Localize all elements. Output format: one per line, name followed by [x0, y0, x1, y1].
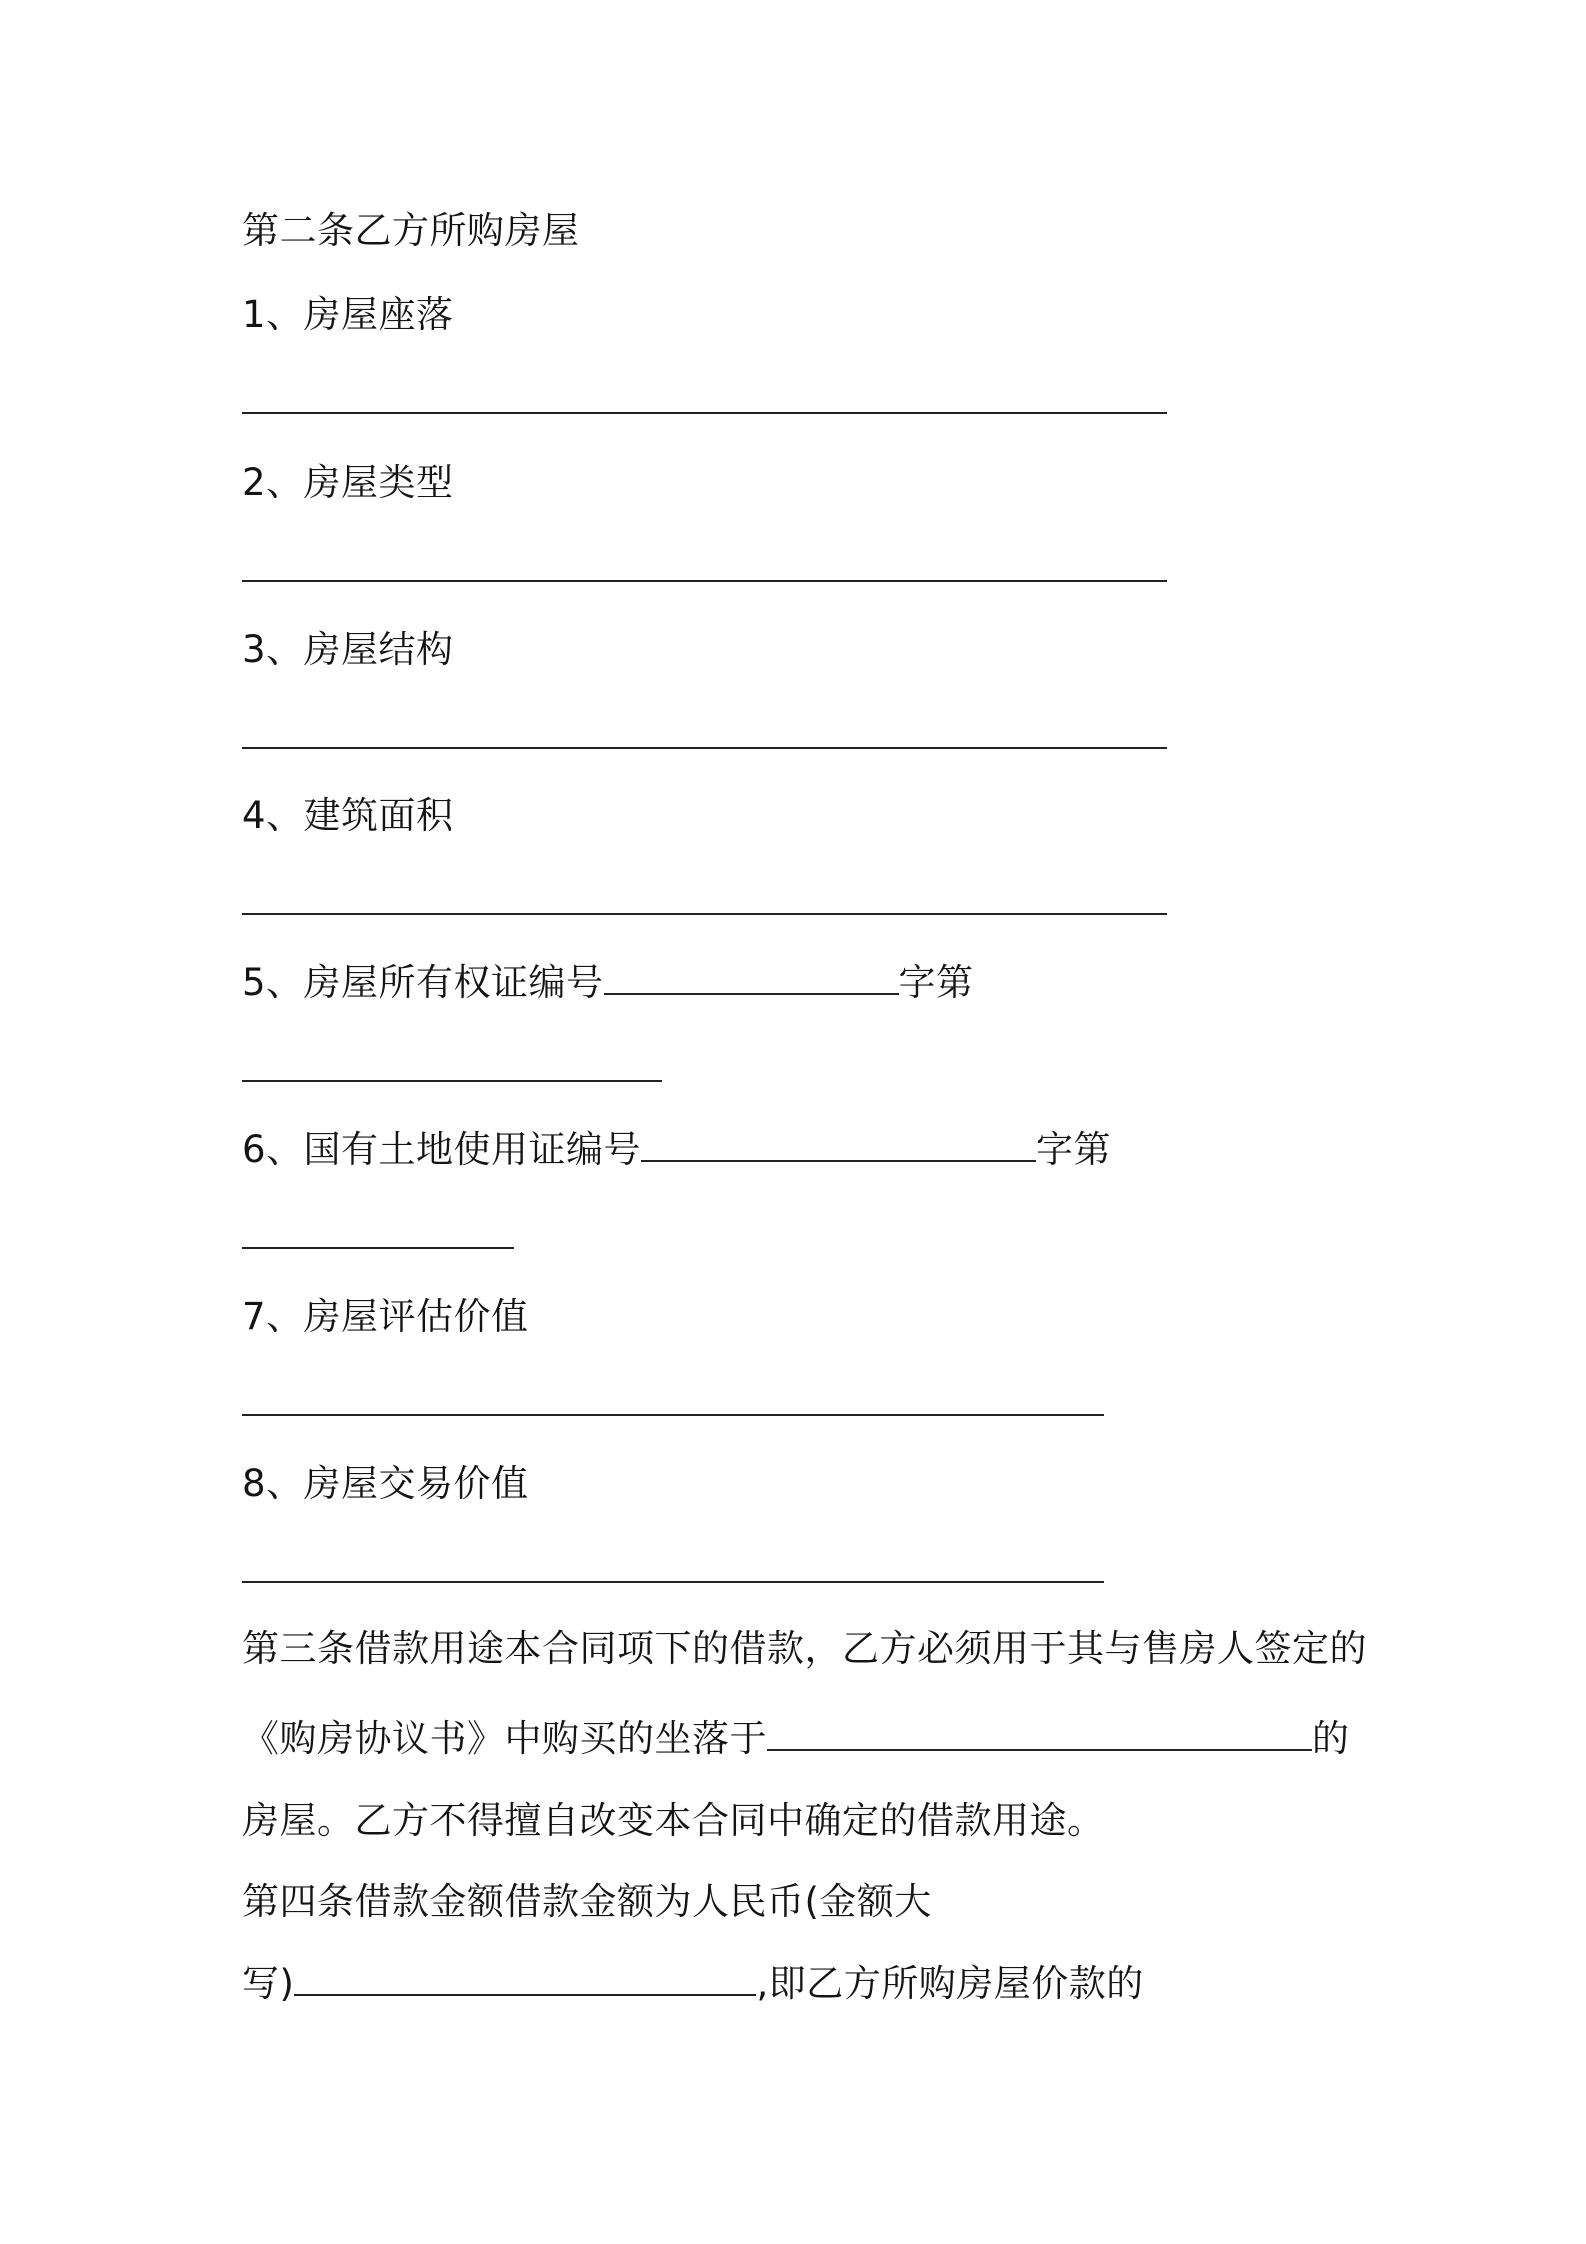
article-3-line-2	[242, 1713, 1350, 1765]
article-4-line-2-suffix: ,即乙方所购房屋价款的	[756, 1962, 1144, 2005]
item-6-number-blank[interactable]	[641, 1128, 1036, 1162]
item-2-label: 2、房屋类型	[242, 461, 454, 504]
article-2-title: 第二条乙方所购房屋	[242, 209, 580, 252]
item-7-blank[interactable]	[242, 1414, 1104, 1416]
item-5-serial-blank[interactable]	[242, 1080, 662, 1082]
item-1-label: 1、房屋座落	[242, 293, 454, 336]
item-8-label: 8、房屋交易价值	[242, 1462, 529, 1505]
item-6-line	[242, 1124, 1111, 1176]
item-4-blank[interactable]	[242, 913, 1167, 915]
article-4-line-2	[242, 1958, 1144, 2010]
article-3-line-1: 第三条借款用途本合同项下的借款，乙方必须用于其与售房人签定的	[242, 1627, 1367, 1670]
item-6-suffix: 字第	[1036, 1128, 1112, 1171]
item-7-label: 7、房屋评估价值	[242, 1295, 529, 1338]
article-3-line-2-prefix: 《购房协议书》中购买的坐落于	[242, 1717, 767, 1760]
amount-blank[interactable]	[294, 1962, 756, 1996]
item-6-label: 6、国有土地使用证编号	[242, 1128, 642, 1171]
item-5-label: 5、房屋所有权证编号	[242, 961, 604, 1004]
article-3-line-3: 房屋。乙方不得擅自改变本合同中确定的借款用途。	[242, 1799, 1105, 1842]
item-2-blank[interactable]	[242, 580, 1167, 582]
item-5-line	[242, 957, 974, 1009]
item-3-blank[interactable]	[242, 747, 1167, 749]
location-blank[interactable]	[767, 1717, 1312, 1751]
item-6-serial-blank[interactable]	[242, 1247, 514, 1249]
item-4-label: 4、建筑面积	[242, 794, 454, 837]
item-8-blank[interactable]	[242, 1581, 1104, 1583]
item-1-blank[interactable]	[242, 412, 1167, 414]
item-3-label: 3、房屋结构	[242, 628, 454, 671]
article-4-line-1: 第四条借款金额借款金额为人民币(金额大	[242, 1880, 932, 1923]
item-5-number-blank[interactable]	[604, 961, 899, 995]
article-4-line-2-prefix: 写)	[242, 1962, 295, 2005]
item-5-suffix: 字第	[898, 961, 974, 1004]
article-3-line-2-suffix: 的	[1312, 1717, 1350, 1760]
